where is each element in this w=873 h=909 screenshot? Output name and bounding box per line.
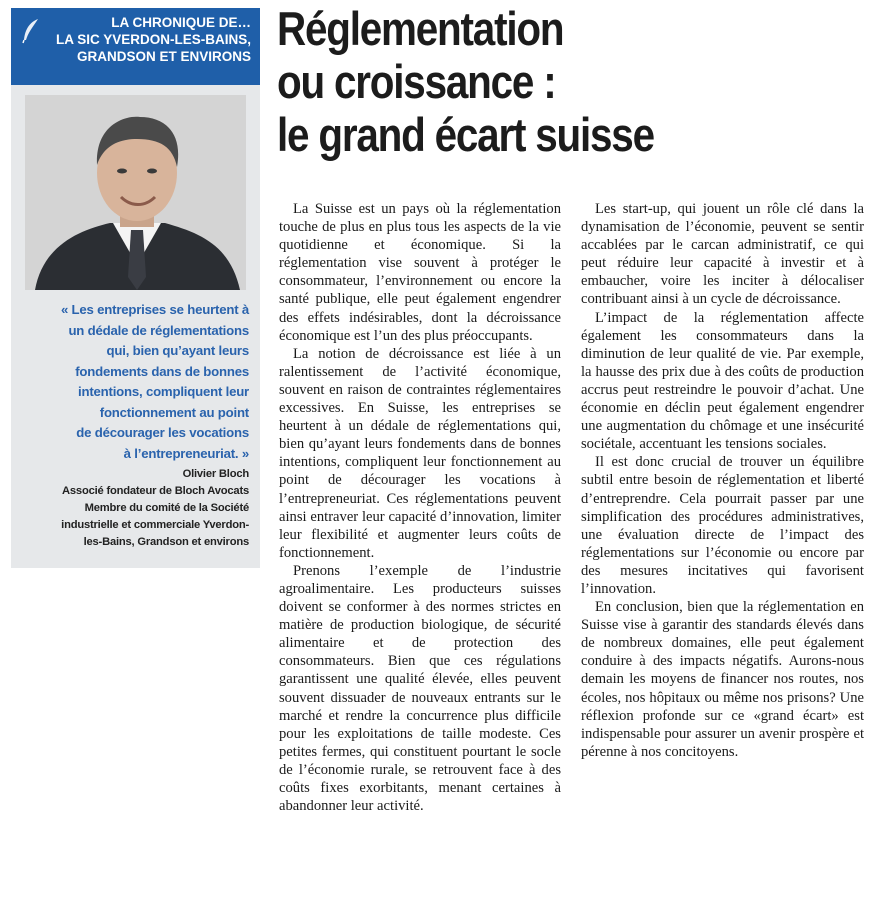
quote-line: « Les entreprises se heurtent à [60,302,249,317]
author-signature [25,466,249,551]
quote-line: de décourager les vocations [76,425,249,440]
quill-icon [21,18,41,44]
author-name: Olivier Bloch [182,468,249,480]
quote-line: intentions, compliquent leur [78,384,249,399]
quote-line: fonctionnement au point [99,404,249,420]
pull-quote [25,300,249,464]
banner-line: GRANDSON ET ENVIRONS [76,49,251,64]
author-role: les-Bains, Grandson et environs [83,536,249,548]
article-column-1 [279,200,561,815]
article-paragraph: Il est donc crucial de trouver un équilibre subtil entre besoin de réglementation et liberté d’entreprendre. Cela pourrait passer par une simplification des procédures administratives, une évaluation directe de l’impact des réglementations sur l’économie ou encore par des mesures incitatives qui favorisent l’innovation. [581,454,864,597]
author-role: Associé fondateur de Bloch Avocats [62,485,249,497]
banner-line: LA SIC YVERDON-LES-BAINS, [55,32,251,47]
author-role: Membre du comité de la Société [84,502,249,514]
article-paragraph: En conclusion, bien que la réglementation en Suisse vise à garantir des standards élevés dans de nombreux domaines, elle peut également conduire à des impacts négatifs. Aurons-nous demain les moyens de financer nos routes, nos écoles, nos hôpitaux ou même nos prisons? Une réflexion profonde sur ce «grand écart» est indispensable pour assurer un avenir prospère et pérenne à nos concitoyens. [581,599,864,760]
article-paragraph: Prenons l’exemple de l’industrie agroalimentaire. Les producteurs suisses doivent se conformer à des normes strictes en matière de production biologique, de sécurité alimentaire et de protection des consommateurs. Bien que ces régulations garantissent une qualité élevée, elles peuvent souvent dissuader de nouveaux entrants sur le marché et rendre la concurrence plus difficile pour les exploitations de taille modeste. Ces petites fermes, qui constituent pourtant le socle de l’économie rurale, se retrouvent face à des coûts fixes exorbitants, menant certaines à abandonner leur activité. [279,562,561,815]
headline-line: Réglementation [277,2,564,55]
column-banner [11,8,260,85]
article-paragraph: L’impact de la réglementation affecte également les consommateurs dans la diminution de leur qualité de vie. Par exemple, la hausse des prix due à des coûts de production accrus peut restreindre le pouvoir d’achat. Une économie en déclin peut également engendrer une augmentation du chômage et une insécurité sociétale, accentuant les tensions sociales. [581,309,864,453]
headline [277,2,784,161]
article-paragraph: La notion de décroissance est liée à un ralentissement de l’activité économique, souvent en raison de contraintes réglementaires excessives. En Suisse, les entreprises se heurtent à un dédale de réglementations qui, bien qu’ayant leurs fondements dans de bonnes intentions, compliquent leur fonctionnement au point de décourager les vocations à l’entrepreneuriat. Ces réglementations peuvent ainsi entraver leur capacité d’innovation, limiter leur flexibilité et augmenter leurs coûts de fonctionnement. [279,345,561,561]
article-paragraph: Les start-up, qui jouent un rôle clé dans la dynamisation de l’économie, peuvent se sentir accablées par le carcan administratif, ce qui peut réduire leur capacité à investir et à embaucher, voire les inciter à délocaliser contribuant ainsi à un cycle de décroissance. [581,201,864,308]
quote-line: qui, bien qu’ayant leurs [106,343,249,358]
article-column-2 [581,200,864,761]
quote-line: à l’entrepreneuriat. » [123,445,249,461]
article-paragraph: La Suisse est un pays où la réglementation touche de plus en plus tous les aspects de la vie quotidienne et économique. Si la réglementation vise souvent à protéger le consommateur, l’environnement ou encore la santé publique, elle peut également engendrer des effets indésirables, dont la décroissance économique est l’un des plus préoccupants. [279,201,561,344]
quote-line: un dédale de réglementations [68,322,249,338]
headline-line: le grand écart suisse [277,108,654,161]
headline-line: ou croissance : [277,55,556,108]
quote-line: fondements dans de bonnes [75,363,249,379]
author-portrait [25,95,246,290]
author-role: industrielle et commerciale Yverdon- [61,519,249,531]
author-sidebar [11,8,260,568]
portrait-illustration [25,95,246,290]
banner-line: LA CHRONIQUE DE… [111,15,251,30]
